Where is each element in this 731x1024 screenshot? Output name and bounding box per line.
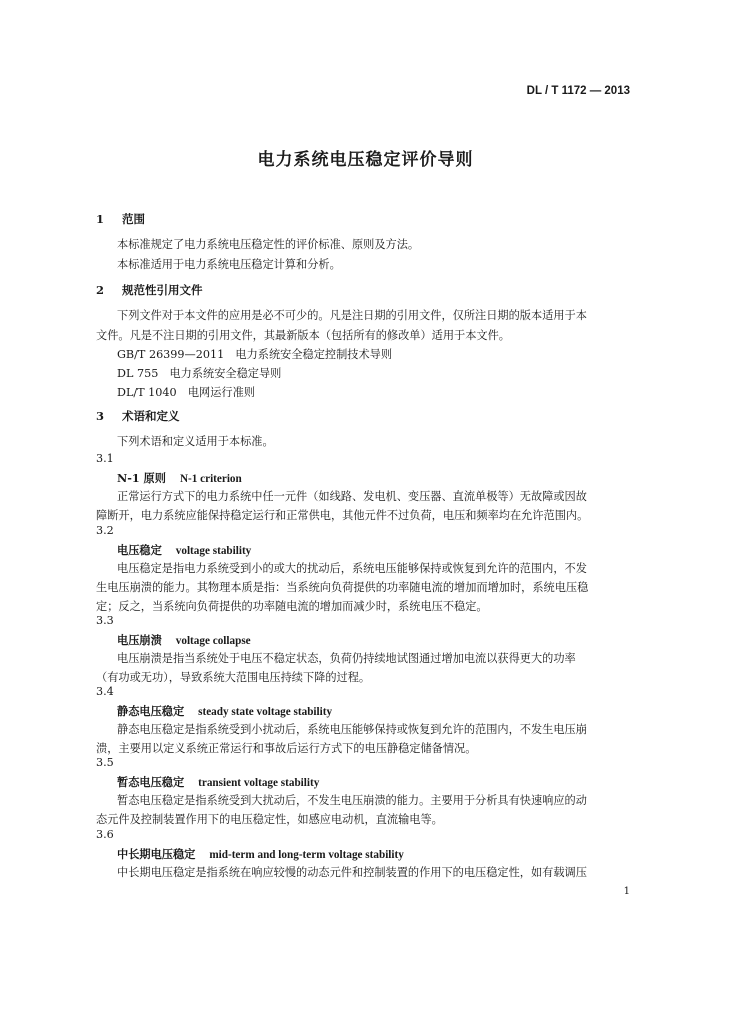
term-cn: 电压稳定: [117, 543, 162, 557]
term-en: N-1 criterion: [179, 473, 242, 485]
clause-3-2-line-2: 生电压崩溃的能力。其物理本质是指：当系统向负荷提供的功率随电流的增加而增加时，系统电压稳: [96, 581, 589, 594]
term-cn: 电压崩溃: [117, 633, 162, 647]
clause-3-5-number: 3.5: [96, 756, 114, 769]
clause-3-2-line-1: 电压稳定是指电力系统受到小的或大的扰动后，系统电压能够保持或恢复到允许的范围内，不发: [117, 562, 587, 575]
clause-3-4-number: 3.4: [96, 685, 114, 698]
section-2-title: 规范性引用文件: [122, 283, 203, 297]
section-3-title: 术语和定义: [122, 409, 180, 423]
section-1-number: 1: [96, 212, 105, 226]
term-en: transient voltage stability: [198, 777, 320, 789]
clause-3-1-term: [117, 470, 242, 486]
clause-3-4-term: [117, 703, 332, 719]
clause-3-5-line-2: 态元件及控制装置作用下的电压稳定性，如感应电动机，直流输电等。: [96, 813, 443, 826]
section-1-paragraph-1: 本标准规定了电力系统电压稳定性的评价标准、原则及方法。: [117, 238, 420, 251]
section-2-paragraph-line-1: 下列文件对于本文件的应用是必不可少的。凡是注日期的引用文件，仅所注日期的版本适用于本: [117, 309, 587, 322]
section-1-paragraph-2: 本标准适用于电力系统电压稳定计算和分析。: [117, 258, 341, 271]
term-en: voltage stability: [175, 545, 252, 557]
reference-1: GB/T 26399—2011 电力系统安全稳定控制技术导则: [117, 348, 393, 361]
page-number: 1: [623, 886, 630, 897]
section-1-heading: [96, 211, 145, 227]
term-cn: 静态电压稳定: [117, 704, 185, 718]
clause-3-3-term: [117, 632, 251, 648]
clause-3-6-term: [117, 846, 404, 862]
clause-3-3-line-2: （有功或无功），导致系统大范围电压持续下降的过程。: [96, 671, 371, 684]
section-3-intro: 下列术语和定义适用于本标准。: [117, 435, 274, 448]
clause-3-4-line-2: 溃，主要用以定义系统正常运行和事故后运行方式下的电压静稳定储备情况。: [96, 742, 477, 755]
section-2-heading: [96, 282, 203, 298]
clause-3-2-term: [117, 542, 251, 558]
reference-3: DL/T 1040 电网运行准则: [117, 386, 255, 399]
clause-3-3-line-1: 电压崩溃是指当系统处于电压不稳定状态，负荷仍持续地试图通过增加电流以获得更大的功率: [117, 652, 576, 665]
section-3-heading: [96, 408, 180, 424]
clause-3-1-line-1: 正常运行方式下的电力系统中任一元件（如线路、发电机、变压器、直流单极等）无故障或因故: [117, 490, 587, 503]
reference-2: DL 755 电力系统安全稳定导则: [117, 367, 282, 380]
clause-3-6-number: 3.6: [96, 828, 114, 841]
clause-3-1-line-2: 障断开，电力系统应能保持稳定运行和正常供电，其他元件不过负荷，电压和频率均在允许范围内。: [96, 509, 589, 522]
clause-3-6-line-1: 中长期电压稳定是指系统在响应较慢的动态元件和控制装置的作用下的电压稳定性，如有载调压: [117, 866, 587, 879]
clause-3-1-number: 3.1: [96, 452, 114, 465]
term-cn: 暂态电压稳定: [117, 775, 185, 789]
clause-3-5-term: [117, 774, 319, 790]
clause-3-2-line-3: 定；反之，当系统向负荷提供的功率随电流的增加而减少时，系统电压不稳定。: [96, 600, 488, 613]
term-cn: N-1 原则: [117, 471, 166, 485]
document-title: 电力系统电压稳定评价导则: [257, 150, 474, 170]
term-en: voltage collapse: [175, 635, 251, 647]
term-en: steady state voltage stability: [198, 706, 333, 718]
section-2-number: 2: [96, 283, 105, 297]
term-en: mid-term and long-term voltage stability: [209, 849, 404, 861]
standard-code: DL / T 1172 — 2013: [526, 85, 630, 97]
term-cn: 中长期电压稳定: [117, 847, 196, 861]
clause-3-4-line-1: 静态电压稳定是指系统受到小扰动后，系统电压能够保持或恢复到允许的范围内，不发生电压崩: [117, 723, 587, 736]
section-3-number: 3: [96, 409, 105, 423]
section-2-paragraph-line-2: 文件。凡是不注日期的引用文件，其最新版本（包括所有的修改单）适用于本文件。: [96, 329, 510, 342]
section-1-title: 范围: [122, 212, 145, 226]
clause-3-3-number: 3.3: [96, 614, 114, 627]
clause-3-5-line-1: 暂态电压稳定是指系统受到大扰动后，不发生电压崩溃的能力。主要用于分析具有快速响应的动: [117, 794, 587, 807]
clause-3-2-number: 3.2: [96, 524, 114, 537]
